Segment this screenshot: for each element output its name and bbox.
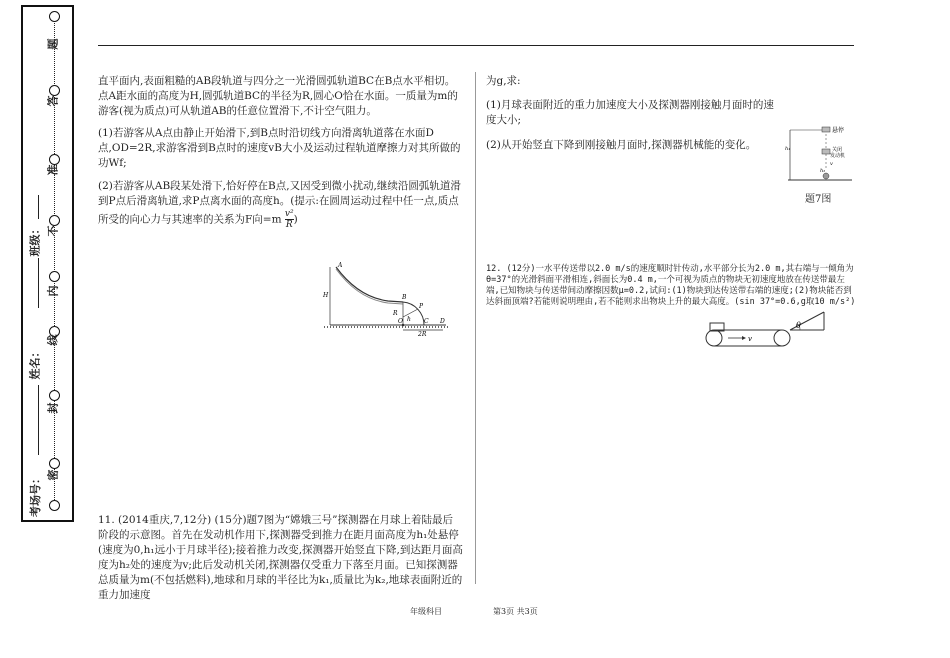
footer-subject: 年级科目 [410,607,442,616]
label-h2: h₂ [820,168,826,174]
label-engine-off: 关闭 [832,147,843,153]
label-C: C [424,318,429,325]
label-h: h [407,316,411,323]
seal-char: 准 [46,164,60,176]
label-v: v [830,161,833,167]
header-rule [98,45,854,46]
binding-hole [49,390,60,401]
label-B: B [402,294,407,301]
label-R: R [393,310,398,317]
seal-char: 题 [46,38,60,50]
seal-char: 答 [46,95,60,107]
label-P: P [419,303,424,310]
binding-hole [49,500,60,511]
binding-hole [49,154,60,165]
exam-no-field-label: 考场号： [29,473,42,517]
binding-hole [49,271,60,282]
problem-11-part1: (1)月球表面附近的重力加速度大小及探测器刚接触月面时的速度大小; [486,99,774,126]
label-belt-v: v [748,335,752,343]
problem-10-part1: (1)若游客从A点由静止开始滑下,到B点时沿切线方向滑离轨道落在水面D点,OD=2R,求游客滑到B点时的速度vB大小及运动过程轨道摩擦力对其所做的功Wf; [98,127,461,169]
conveyor-figure [700,308,830,350]
label-hover: 悬停 [832,127,845,134]
problem-10-part2: (2)若游客从AB段某处滑下,恰好停在B点,又因受到微小扰动,继续沿圆弧轨道滑到P点后滑离轨道,求P点离水面的高度h。(提示:在圆周运动过程中任一点,质点所受的向心力与其速率的关系为F向=m $\frac{\text{v²}}{R}$ ) [98,180,461,230]
track-figure [318,257,453,337]
binding-hole [49,11,60,22]
name-field-blank[interactable] [38,385,39,455]
problem-11-text: 11. (2014重庆,7,12分) (15分)题7图为“嫦娥三号”探测器在月球上着陆最后阶段的示意图。首先在发动机作用下,探测器受到推力在距月面高度为h₁处悬停(速度为0,h₁远小于月球半径);接着推力改变,探测器开始竖直下降,到达距月面高度为h₂处的速度为v;此后发动机关闭,探测器仅受重力下落至月面。已知探测器总质量为m(不包括燃料),地球和月球的半径比为k₁,质量比为k₂,地球表面附近的重力加速度 [98,514,463,601]
footer-page: 第3页 共3页 [493,607,538,616]
seal-char: 内 [46,285,60,297]
label-H: H [323,292,329,299]
label-O: O [398,318,403,325]
problem-10-intro: 直平面内,表面粗糙的AB段轨道与四分之一光滑圆弧轨道BC在B点水平相切。点A距水面的高度为H,圆弧轨道BC的半径为R,圆心O恰在水面。一质量为m的游客(视为质点)可从轨道AB的任意位置滑下,不计空气阻力。 [98,75,458,117]
problem-12-text: 12. (12分)一水平传送带以2.0 m/s的速度顺时针传动,水平部分长为2.0 m,其右端与一倾角为θ=37°的光滑斜面平滑相连,斜面长为0.4 m,一个可视为质点的物块无初速度地放在传送带最左端,已知物块与传送带间动摩擦因数μ=0.2,试问:(1)物块到达传送带右端的速度;(2)物块能否到达斜面顶端?若能则说明理由,若不能则求出物块上升的最大高度。(sin 37°=0.6,g取10 m/s²) [486,264,856,307]
binding-strip [21,5,74,522]
problem-11-part2: (2)从开始竖直下降到刚接触月面时,探测器机械能的变化。 [486,139,757,151]
fig7-caption: 题7图 [805,194,832,205]
seal-char: 不 [46,225,60,237]
column-divider [475,72,476,584]
class-field-blank[interactable] [38,258,39,308]
binding-hole [49,458,60,469]
label-theta: θ [796,321,801,330]
seal-char: 线 [46,334,60,346]
label-A: A [338,262,343,269]
label-D: D [440,318,445,325]
class-field-label: 班级： [28,223,42,257]
name-field-label: 姓名： [28,346,42,380]
seal-char: 封 [46,402,60,414]
class-field-blank[interactable] [38,195,39,219]
label-2R: 2R [418,331,427,337]
label-h1: h₁ [785,146,791,152]
binding-hole [49,85,60,96]
problem-11-continued: 为g,求: [486,75,521,87]
lander-figure [782,124,862,184]
fraction: $\frac{\text{v²}}{R}$ [284,209,294,230]
seal-char: 密 [46,469,60,481]
label-engine: 发动机 [830,153,846,159]
binding-hole [49,215,60,226]
